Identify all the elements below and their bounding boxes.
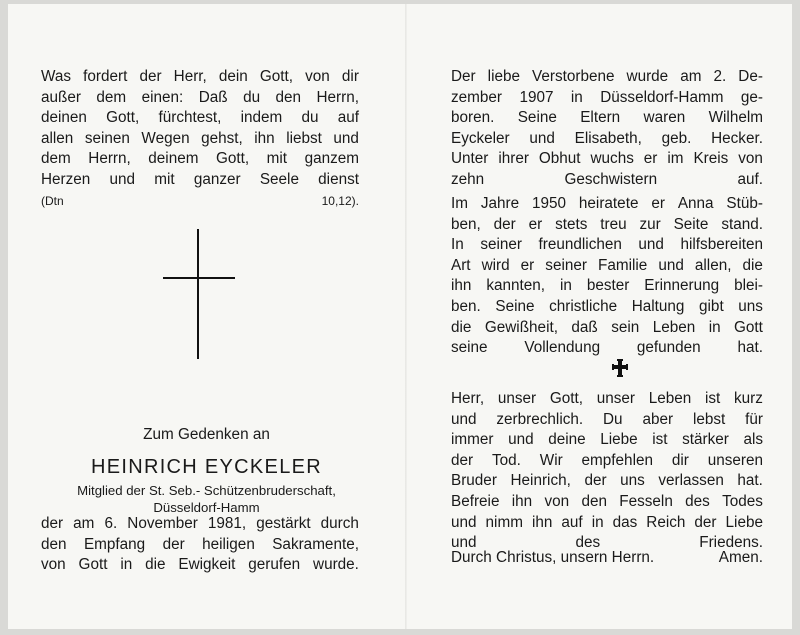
verse-line: Was fordert der Herr, dein Gott, von dir — [41, 68, 359, 85]
verse-line: Herzen und mit ganzer Seele dienst — [41, 170, 359, 188]
closing — [451, 548, 763, 569]
cross-icon — [197, 229, 199, 359]
verse-line: außer dem einen: Daß du den Herrn, — [41, 88, 359, 106]
death-line: von Gott in die Ewigkeit gerufen wurde. — [41, 556, 359, 574]
death-notice — [41, 514, 359, 576]
cross-icon-bar — [163, 277, 235, 279]
memorial-card — [8, 4, 792, 629]
membership: Mitglied der St. Seb.- Schützenbruderschaft, Düsseldorf-Hamm — [77, 483, 336, 515]
right-panel — [407, 4, 792, 629]
biography-birth: Der liebe Verstorbene wurde am 2. De- zember 1907 in Düsseldorf-Hamm ge- boren. Seine Eltern waren Wilhelm Eyckeler und Elisabeth, geb. Hecker. Unter ihrer Obhut wuchs er im Kreis von zehn Geschwistern auf. — [451, 68, 763, 188]
deceased-name: HEINRICH EYCKELER — [90, 456, 323, 478]
verse-line: dem Herrn, deinem Gott, mit ganzem — [41, 150, 359, 168]
verse-line: allen seinen Wegen gehst, ihn liebst und — [41, 129, 359, 147]
verse-line: deinen Gott, fürchtest, indem du auf — [41, 109, 359, 127]
death-line: der am 6. November 1981, gestärkt durch — [41, 515, 359, 532]
cross-pattee-icon — [612, 359, 628, 377]
death-line: den Empfang der heiligen Sakramente, — [41, 535, 359, 553]
verse-reference: (Dtn 10,12). — [41, 193, 359, 208]
left-panel — [8, 4, 405, 629]
prayer: Herr, unser Gott, unser Leben ist kurz und zerbrechlich. Du aber lebst für immer und deine Liebe ist stärker als der Tod. Wir empfehlen dir unseren Bruder Heinrich, der uns verlassen hat. Befreie ihn von den Fesseln des Todes und nimm ihn auf in das Reich der Liebe und des Friedens. — [451, 390, 763, 552]
biography-life: Im Jahre 1950 heiratete er Anna Stüb- ben, der er stets treu zur Seite stand. In seiner freundlichen und hilfsbereiten Art wird er seiner Familie und allen, die ihn kannten, in bester Erinnerung blei- ben. Seine christliche Haltung gibt uns die Gewißheit, daß sein Leben in Gott seine Vollendung gefunden hat. — [451, 195, 763, 357]
closing-text: Durch Christus, unsern Herrn. — [451, 549, 655, 566]
bible-verse — [41, 67, 359, 211]
amen: Amen. — [718, 549, 763, 566]
memorial-heading: Zum Gedenken an — [143, 426, 270, 443]
